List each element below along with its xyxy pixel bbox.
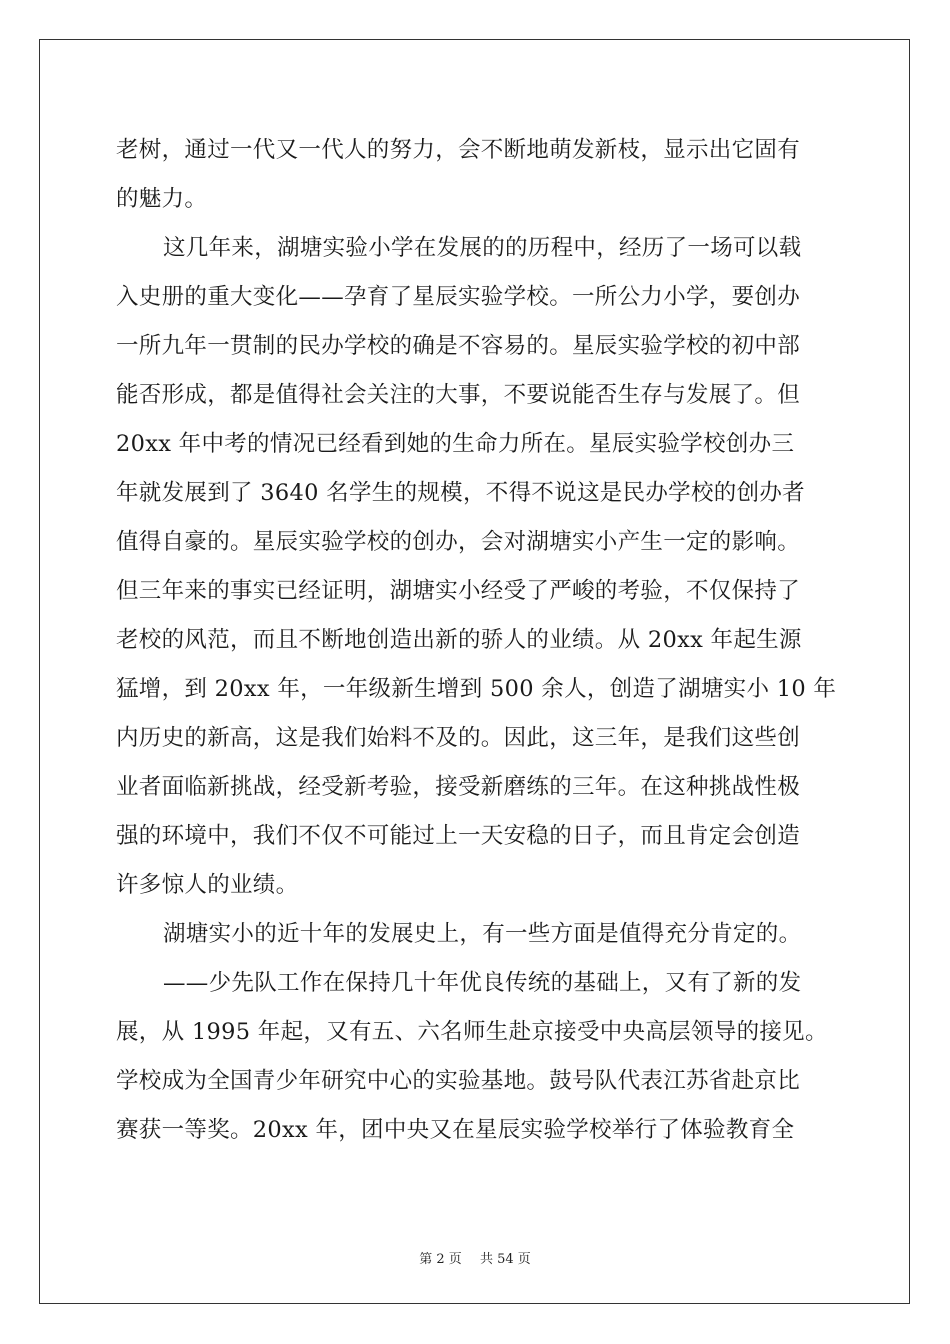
text-line: 赛获一等奖。20xx 年，团中央又在星辰实验学校举行了体验教育全 <box>116 1117 795 1143</box>
text-line: 学校成为全国青少年研究中心的实验基地。鼓号队代表江苏省赴京比 <box>116 1068 801 1094</box>
text-line: 一所九年一贯制的民办学校的确是不容易的。星辰实验学校的初中部 <box>116 333 801 359</box>
page-total: 共 54 页 <box>479 1252 531 1267</box>
text-line: 湖塘实小的近十年的发展史上，有一些方面是值得充分肯定的。 <box>163 921 802 947</box>
text-line: 值得自豪的。星辰实验学校的创办，会对湖塘实小产生一定的影响。 <box>116 529 801 555</box>
page-footer <box>0 1248 950 1267</box>
text-line: 能否形成，都是值得社会关注的大事，不要说能否生存与发展了。但 <box>116 382 801 408</box>
document-body <box>116 126 836 1155</box>
text-line: ——少先队工作在保持几十年优良传统的基础上，又有了新的发 <box>163 970 802 996</box>
text-line: 展，从 1995 年起，又有五、六名师生赴京接受中央高层领导的接见。 <box>116 1019 828 1045</box>
text-line: 入史册的重大变化——孕育了星辰实验学校。一所公力小学，要创办 <box>116 284 801 310</box>
text-line: 老校的风范，而且不断地创造出新的骄人的业绩。从 20xx 年起生源 <box>116 627 802 653</box>
text-line: 的魅力。 <box>116 186 208 212</box>
page-number: 第 2 页 <box>419 1252 462 1267</box>
text-line: 猛增，到 20xx 年，一年级新生增到 500 余人，创造了湖塘实小 10 年 <box>116 676 837 702</box>
text-line: 许多惊人的业绩。 <box>116 872 299 898</box>
text-line: 这几年来，湖塘实验小学在发展的的历程中，经历了一场可以载 <box>163 235 802 261</box>
text-line: 业者面临新挑战，经受新考验，接受新磨练的三年。在这种挑战性极 <box>116 774 801 800</box>
text-line: 内历史的新高，这是我们始料不及的。因此，这三年，是我们这些创 <box>116 725 801 751</box>
text-line: 老树，通过一代又一代人的努力，会不断地萌发新枝，显示出它固有 <box>116 137 801 163</box>
text-line: 20xx 年中考的情况已经看到她的生命力所在。星辰实验学校创办三 <box>116 431 795 457</box>
text-line: 但三年来的事实已经证明，湖塘实小经受了严峻的考验，不仅保持了 <box>116 578 801 604</box>
text-line: 强的环境中，我们不仅不可能过上一天安稳的日子，而且肯定会创造 <box>116 823 801 849</box>
text-line: 年就发展到了 3640 名学生的规模，不得不说这是民办学校的创办者 <box>116 480 805 506</box>
